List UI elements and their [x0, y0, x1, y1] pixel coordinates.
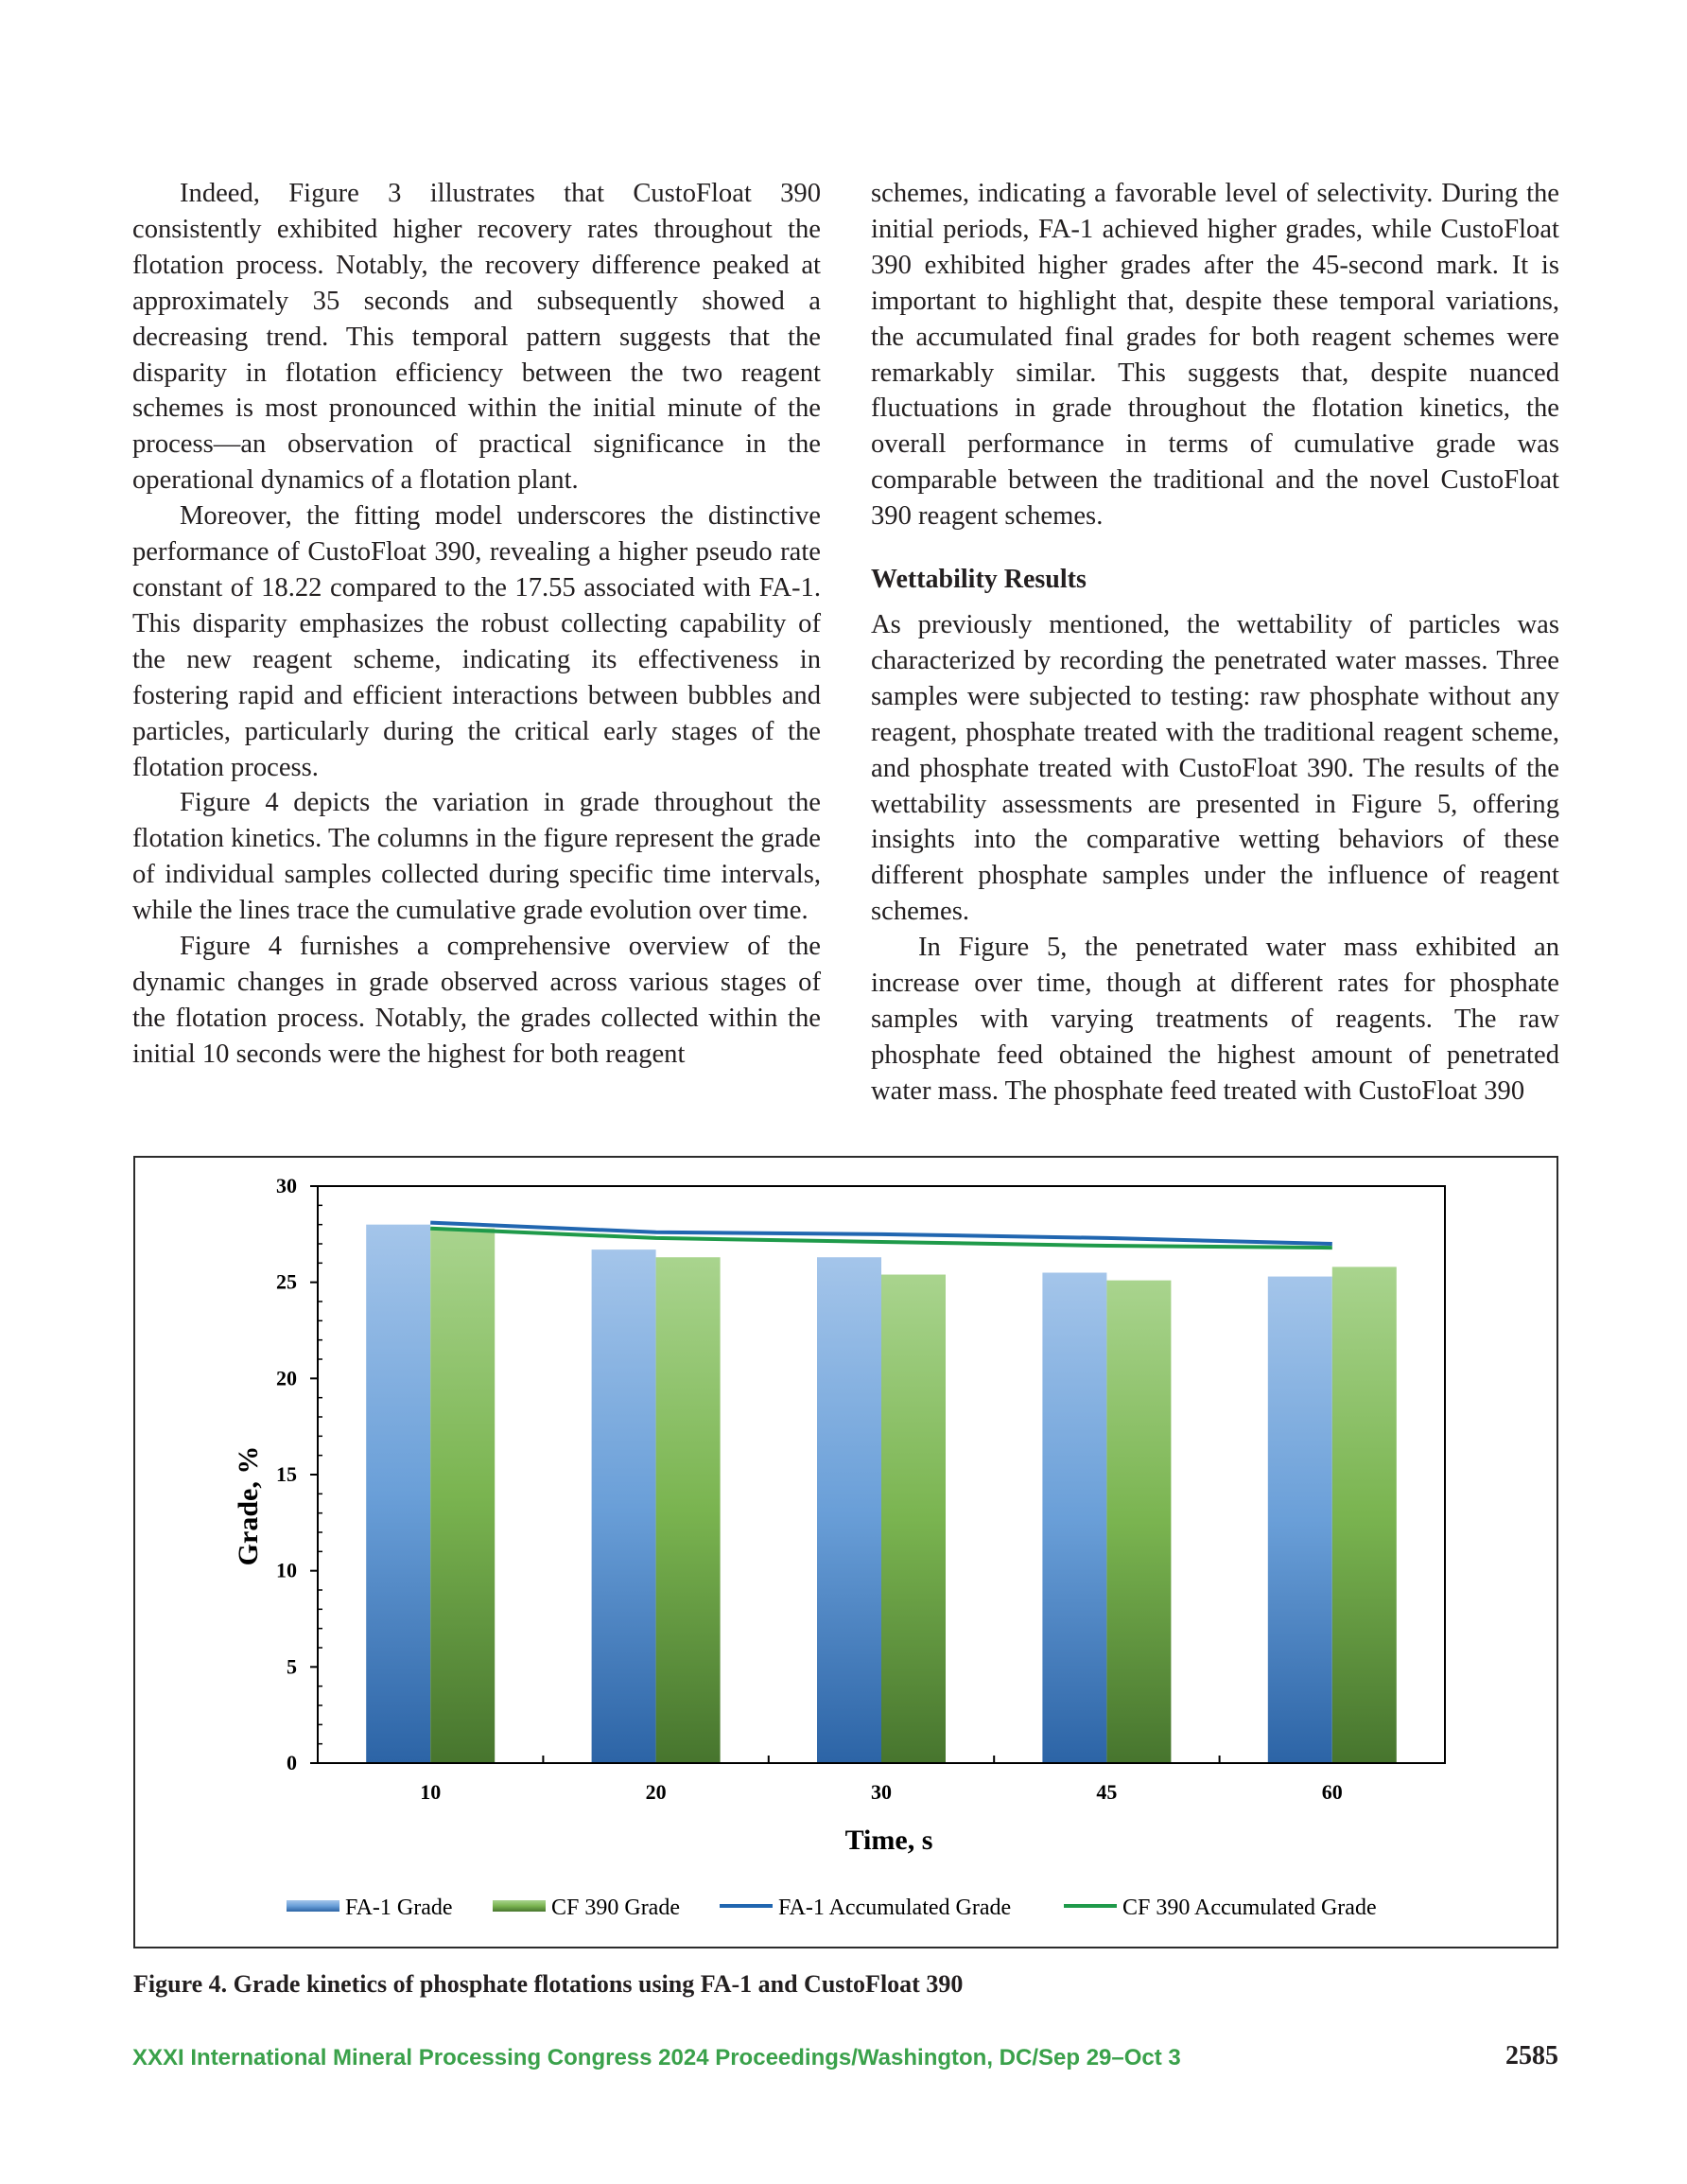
bar-fa1-20: [592, 1249, 656, 1763]
bar-fa1-30: [817, 1257, 881, 1763]
right-text-column: [871, 176, 1559, 1109]
y-tick-label: 10: [276, 1558, 297, 1582]
body-paragraph: Figure 4 depicts the variation in grade throughout the flotation kinetics. The columns in the figure represent the grade of individual samples collected during specific time intervals, while the lines trace the cumulative grade evolution over time.: [132, 788, 821, 926]
y-tick-label: 20: [276, 1366, 297, 1390]
body-paragraph: Indeed, Figure 3 illustrates that CustoFloat 390 consistently exhibited higher recovery rates throughout the flotation process. Notably, the recovery difference peaked at approximately 35 seconds and subsequently showed a decreasing trend. This temporal pattern suggests that the disparity in flotation efficiency between the two reagent schemes is most pronounced within the initial minute of the process—an observation of practical significance in the operational dynamics of a flotation plant.: [132, 179, 821, 496]
bar-cf390-45: [1106, 1281, 1171, 1763]
figure-caption: Figure 4. Grade kinetics of phosphate flotations using FA-1 and CustoFloat 390: [133, 1970, 964, 1998]
x-tick-label: 20: [645, 1780, 667, 1804]
x-axis-label: Time, s: [844, 1825, 933, 1856]
bar-cf390-20: [656, 1257, 721, 1763]
legend-swatch: [493, 1900, 546, 1912]
legend-label: CF 390 Accumulated Grade: [1122, 1896, 1377, 1920]
line-cf390-accumulated: [430, 1229, 1332, 1248]
figure-4-chart: [133, 1156, 1558, 1948]
chart-legend: [287, 1896, 1377, 1920]
body-paragraph: Figure 4 furnishes a comprehensive overview of the dynamic changes in grade observed across various stages of the flotation process. Notably, the grades collected within the initial 10 seconds were the highest for both reagent: [132, 932, 821, 1069]
body-paragraph: In Figure 5, the penetrated water mass exhibited an increase over time, though at different rates for phosphate samples with varying treatments of reagents. The raw phosphate feed obtained the highest amount of penetrated water mass. The phosphate feed treated with CustoFloat 390: [871, 933, 1559, 1106]
x-tick-label: 60: [1321, 1780, 1343, 1804]
bar-fa1-60: [1268, 1277, 1332, 1763]
y-axis-label: Grade, %: [233, 1445, 264, 1566]
body-paragraph: As previously mentioned, the wettability of particles was characterized by recording the penetrated water masses. Three samples were subjected to testing: raw phosphate without any reagent, phosphate treated with the traditional reagent scheme, and phosphate treated with CustoFloat 390. The results of the wettability assessments are presented in Figure 5, offering insights into the comparative wetting behaviors of these different phosphate samples under the influence of reagent schemes.: [871, 609, 1559, 927]
y-tick-label: 15: [276, 1462, 297, 1486]
bar-fa1-45: [1042, 1273, 1106, 1764]
legend-label: FA-1 Accumulated Grade: [778, 1896, 1012, 1920]
legend-label: CF 390 Grade: [551, 1896, 680, 1920]
bar-fa1-10: [366, 1225, 430, 1763]
y-tick-label: 30: [276, 1174, 297, 1197]
footer-conference-title: XXXI International Mineral Processing Congress 2024 Proceedings/Washington, DC/Sep 29–Oct 3: [132, 2045, 1181, 2070]
x-tick-label: 45: [1096, 1780, 1118, 1804]
bar-cf390-10: [430, 1229, 495, 1763]
body-paragraph-continued: schemes, indicating a favorable level of selectivity. During the initial periods, FA-1 achieved higher grades, while CustoFloat 390 exhibited higher grades after the 45-second mark. It is important to highlight that, despite these temporal variations, the accumulated final grades for both reagent schemes were remarkably similar. This suggests that, despite nuanced fluctuations in grade throughout the flotation kinetics, the overall performance in terms of cumulative grade was comparable between the traditional and the novel CustoFloat 390 reagent schemes.: [871, 179, 1559, 532]
y-tick-label: 0: [287, 1751, 297, 1774]
bar-cf390-60: [1332, 1267, 1397, 1763]
bar-cf390-30: [881, 1275, 946, 1763]
left-text-column: [132, 176, 821, 1073]
y-tick-label: 25: [276, 1269, 297, 1294]
grade-kinetics-chart: [135, 1158, 1557, 1947]
x-tick-label: 30: [871, 1780, 892, 1804]
body-paragraph: Moreover, the fitting model underscores the distinctive performance of CustoFloat 390, revealing a higher pseudo rate constant of 18.22 compared to the 17.55 associated with FA-1. This disparity emphasizes the robust collecting capability of the new reagent scheme, indicating its effectiveness in fostering rapid and efficient interactions between bubbles and particles, particularly during the critical early stages of the flotation process.: [132, 501, 821, 782]
legend-label: FA-1 Grade: [345, 1896, 453, 1920]
section-heading: Wettability Results: [871, 565, 1087, 595]
legend-swatch: [287, 1900, 339, 1912]
x-tick-label: 10: [420, 1780, 442, 1804]
y-tick-label: 5: [287, 1654, 297, 1679]
page-number: 2585: [1505, 2041, 1558, 2070]
